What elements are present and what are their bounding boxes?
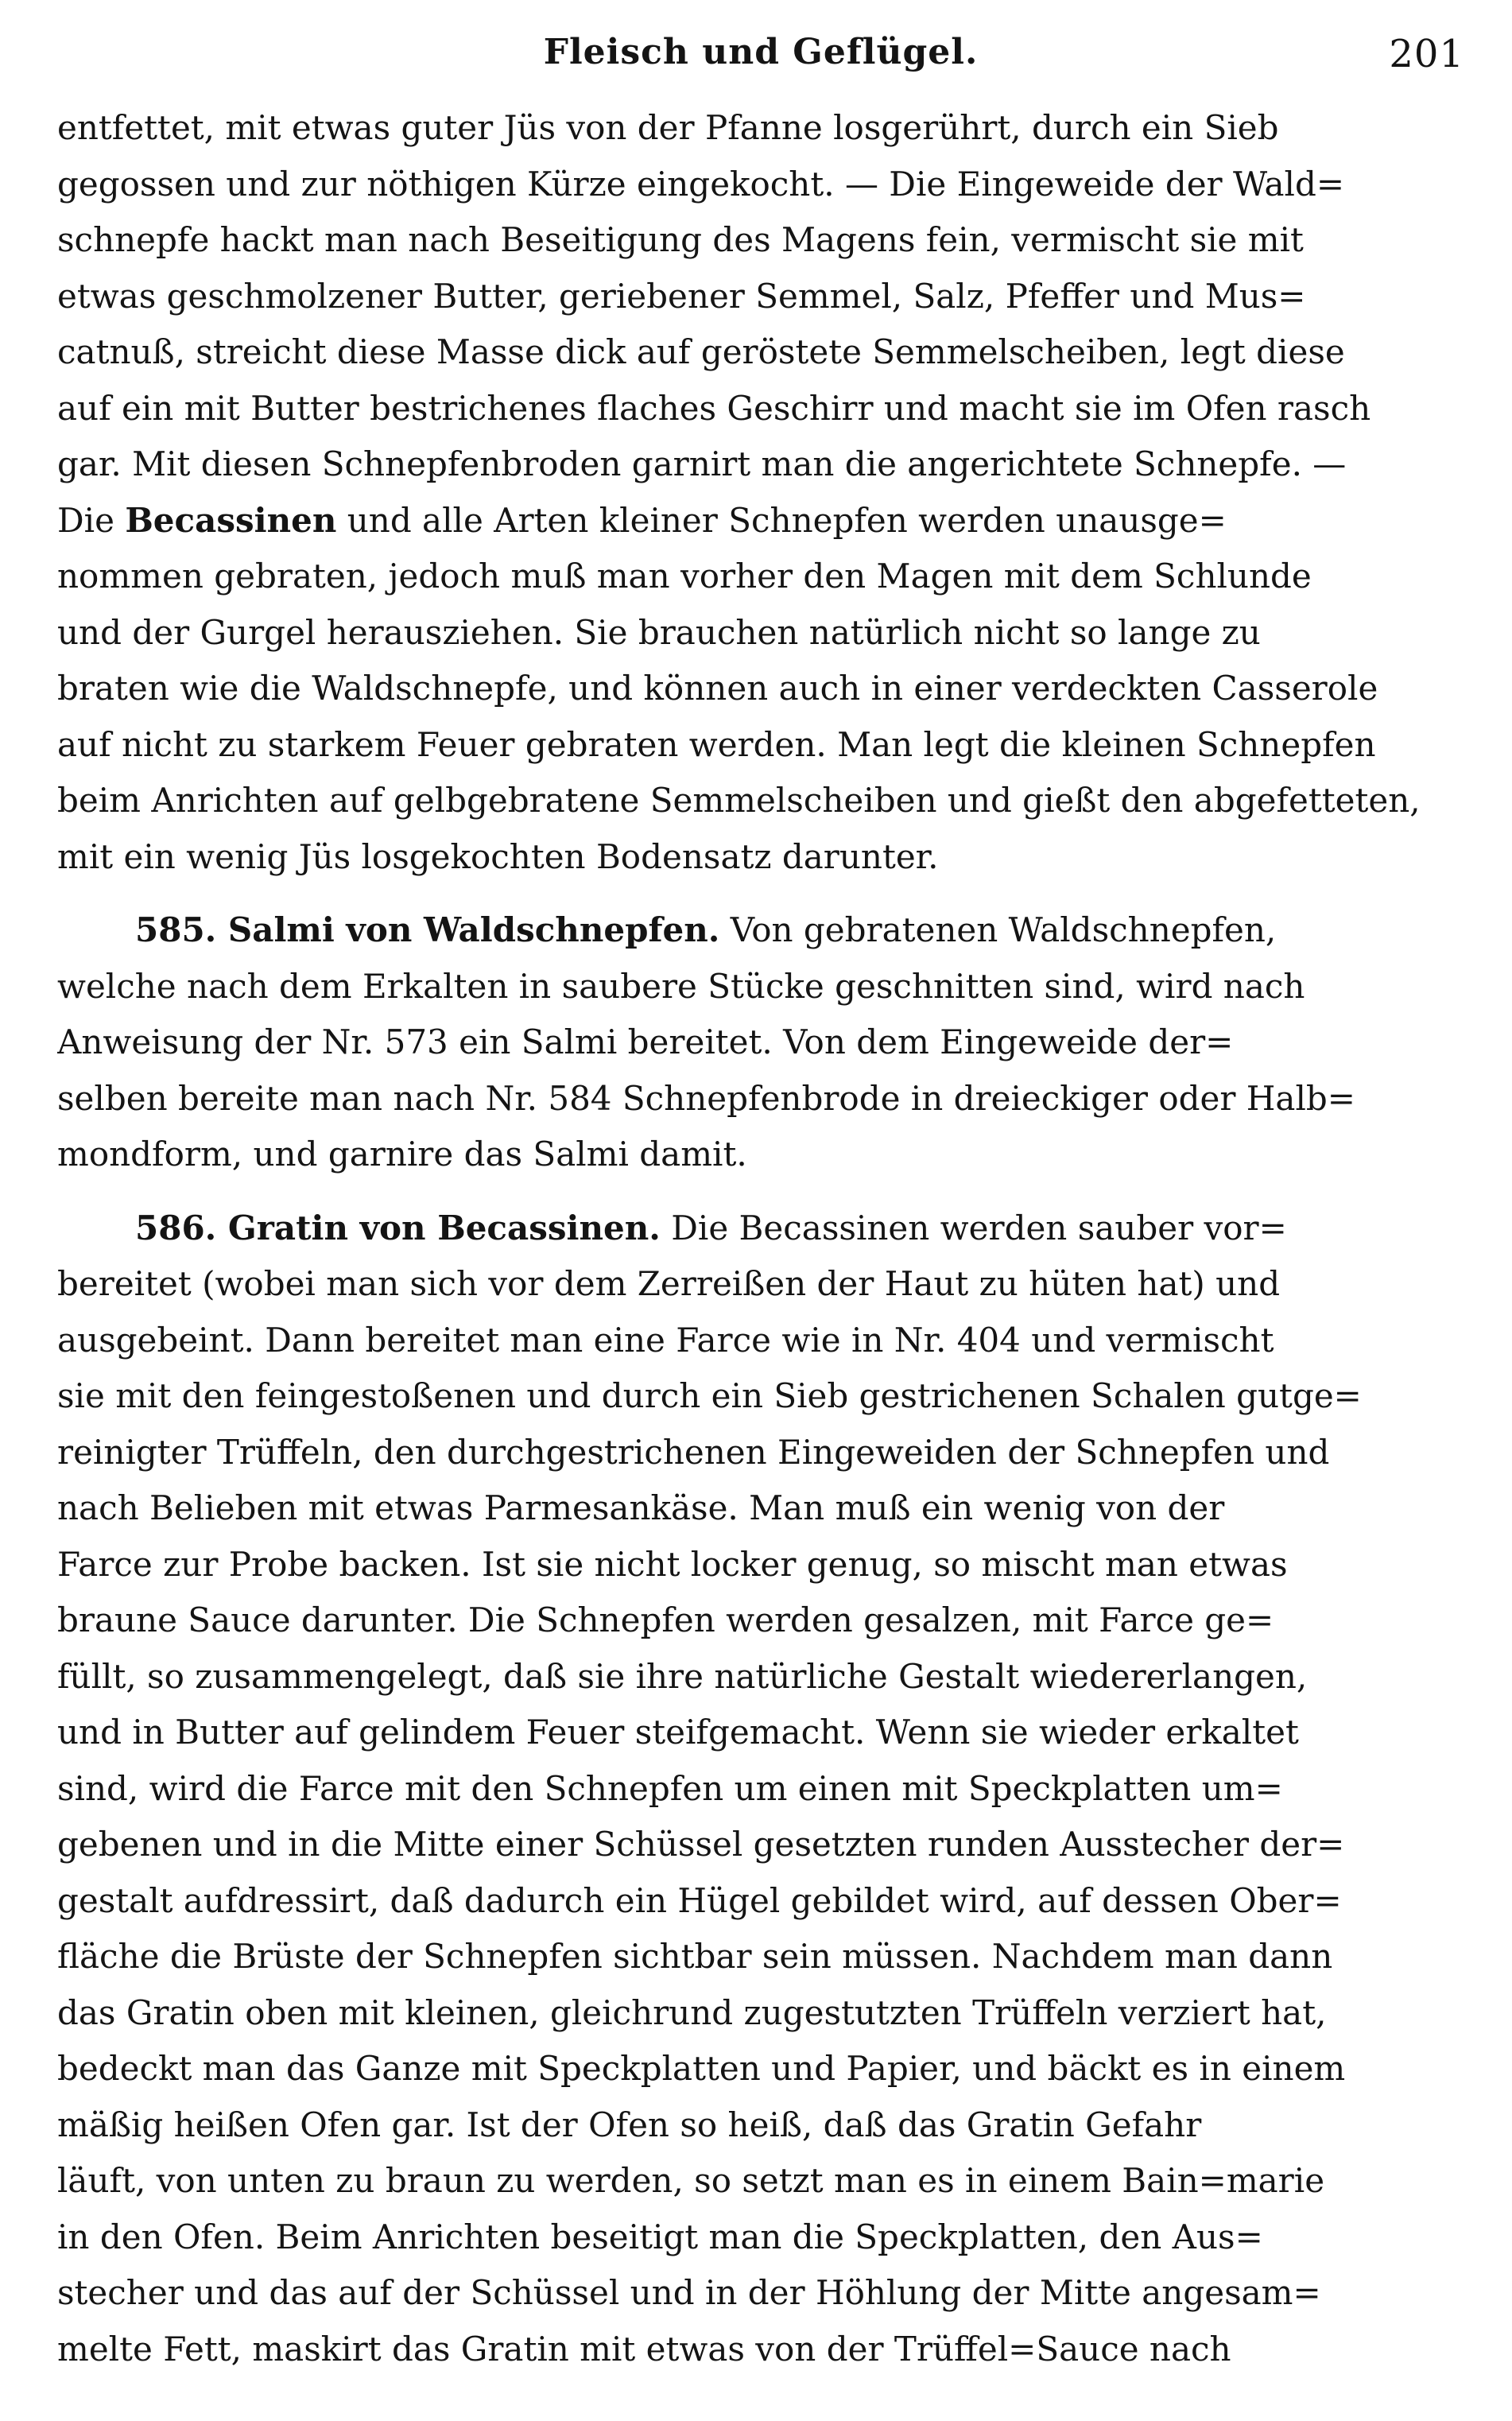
text-line [57, 2041, 1464, 2097]
text-run: entfettet, mit etwas guter Jüs von der Pfanne losgerührt, durch ein Sieb [57, 108, 1279, 147]
text-line [57, 959, 1464, 1015]
text-line [57, 436, 1464, 493]
bold-term: 586. Gratin von Becassinen. [135, 1208, 661, 1247]
text-run: braune Sauce darunter. Die Schnepfen werden gesalzen, mit Farce ge= [57, 1600, 1274, 1639]
page-number: 201 [1389, 32, 1464, 76]
text-line [57, 773, 1464, 829]
text-run: melte Fett, maskirt das Gratin mit etwas von der Trüffel=Sauce nach [57, 2329, 1231, 2369]
text-run: und der Gurgel herausziehen. Sie brauchen natürlich nicht so lange zu [57, 612, 1261, 652]
text-run: braten wie die Waldschnepfe, und können auch in einer verdeckten Casserole [57, 669, 1378, 708]
text-line [57, 1761, 1464, 1818]
running-head: Fleisch und Geflügel. [543, 32, 979, 72]
text-line [57, 605, 1464, 662]
text-run: sind, wird die Farce mit den Schnepfen um einen mit Speckplatten um= [57, 1768, 1283, 1808]
recipe-586 [57, 1201, 1464, 2378]
text-line [57, 1480, 1464, 1537]
text-run: füllt, so zusammengelegt, daß sie ihre natürliche Gestalt wiedererlangen, [57, 1656, 1308, 1696]
bold-term: 585. Salmi von Waldschnepfen. [135, 910, 720, 949]
text-line [57, 2322, 1464, 2378]
text-run: fläche die Brüste der Schnepfen sichtbar sein müssen. Nachdem man dann [57, 1937, 1333, 1976]
text-run: gegossen und zur nöthigen Kürze eingekocht. — Die Eingeweide der Wald= [57, 164, 1345, 204]
text-run: ausgebeint. Dann bereitet man eine Farce wie in Nr. 404 und vermischt [57, 1320, 1274, 1360]
text-line [57, 1368, 1464, 1425]
text-run: in den Ofen. Beim Anrichten beseitigt man die Speckplatten, den Aus= [57, 2217, 1263, 2256]
page-header [57, 32, 1464, 80]
book-page [57, 32, 1464, 2377]
bold-term: Becassinen [125, 500, 337, 540]
text-run: welche nach dem Erkalten in saubere Stücke geschnitten sind, wird nach [57, 966, 1305, 1006]
text-run: Farce zur Probe backen. Ist sie nicht locker genug, so mischt man etwas [57, 1544, 1288, 1584]
text-run: Anweisung der Nr. 573 ein Salmi bereitet. Von dem Eingeweide der= [57, 1022, 1234, 1061]
text-run: gar. Mit diesen Schnepfenbroden garnirt man die angerichtete Schnepfe. — [57, 444, 1347, 483]
text-line [57, 1201, 1464, 1257]
text-run: Von gebratenen Waldschnepfen, [719, 910, 1277, 949]
text-run: selben bereite man nach Nr. 584 Schnepfenbrode in dreieckiger oder Halb= [57, 1078, 1355, 1118]
text-run: beim Anrichten auf gelbgebratene Semmelscheiben und gießt den abgefetteten, [57, 781, 1421, 820]
text-line [57, 1985, 1464, 2042]
text-line [57, 902, 1464, 959]
text-run: gestalt aufdressirt, daß dadurch ein Hügel gebildet wird, auf dessen Ober= [57, 1880, 1342, 1920]
text-run: catnuß, streicht diese Masse dick auf geröstete Semmelscheiben, legt diese [57, 332, 1345, 371]
text-line [57, 324, 1464, 381]
text-run: nach Belieben mit etwas Parmesankäse. Man muß ein wenig von der [57, 1488, 1225, 1527]
text-line [57, 1313, 1464, 1369]
text-line [57, 717, 1464, 774]
text-run: stecher und das auf der Schüssel und in der Höhlung der Mitte angesam= [57, 2273, 1321, 2312]
text-line [57, 1537, 1464, 1593]
text-line [57, 100, 1464, 157]
text-run: sie mit den feingestoßenen und durch ein Sieb gestrichenen Schalen gutge= [57, 1376, 1362, 1415]
text-run: Die Becassinen werden sauber vor= [660, 1208, 1287, 1247]
paragraph-continuation [57, 100, 1464, 885]
recipe-585 [57, 902, 1464, 1183]
text-line [57, 269, 1464, 325]
text-line [57, 1929, 1464, 1985]
text-line [57, 2153, 1464, 2210]
text-line [57, 1873, 1464, 1930]
text-line [57, 1649, 1464, 1705]
text-line [57, 661, 1464, 717]
text-run: mäßig heißen Ofen gar. Ist der Ofen so heiß, daß das Gratin Gefahr [57, 2105, 1202, 2144]
text-run: und alle Arten kleiner Schnepfen werden unausge= [336, 500, 1227, 540]
text-line [57, 493, 1464, 549]
text-run: bedeckt man das Ganze mit Speckplatten und Papier, und bäckt es in einem [57, 2049, 1346, 2088]
text-line [57, 2097, 1464, 2154]
text-line [57, 1705, 1464, 1761]
text-line [57, 1425, 1464, 1481]
text-run: nommen gebraten, jedoch muß man vorher den Magen mit dem Schlunde [57, 557, 1312, 596]
text-run: etwas geschmolzener Butter, geriebener Semmel, Salz, Pfeffer und Mus= [57, 276, 1306, 316]
text-run: läuft, von unten zu braun zu werden, so setzt man es in einem Bain=marie [57, 2161, 1325, 2200]
text-run: reinigter Trüffeln, den durchgestrichenen Eingeweiden der Schnepfen und [57, 1432, 1330, 1472]
text-line [57, 1015, 1464, 1071]
text-line [57, 829, 1464, 886]
text-line [57, 2210, 1464, 2266]
text-line [57, 1593, 1464, 1649]
text-run: und in Butter auf gelindem Feuer steifgemacht. Wenn sie wieder erkaltet [57, 1713, 1299, 1752]
text-line [57, 157, 1464, 213]
text-run: gebenen und in die Mitte einer Schüssel gesetzten runden Ausstecher der= [57, 1825, 1345, 1864]
text-run: bereitet (wobei man sich vor dem Zerreißen der Haut zu hüten hat) und [57, 1264, 1281, 1303]
text-run: Die [57, 500, 126, 540]
text-line [57, 1817, 1464, 1873]
text-run: auf ein mit Butter bestrichenes flaches Geschirr und macht sie im Ofen rasch [57, 388, 1371, 428]
text-line [57, 549, 1464, 605]
text-line [57, 2265, 1464, 2322]
text-line [57, 1256, 1464, 1313]
text-run: schnepfe hackt man nach Beseitigung des Magens fein, vermischt sie mit [57, 220, 1304, 259]
text-run: das Gratin oben mit kleinen, gleichrund zugestutzten Trüffeln verziert hat, [57, 1992, 1327, 2032]
text-run: mondform, und garnire das Salmi damit. [57, 1135, 747, 1174]
text-run: mit ein wenig Jüs losgekochten Bodensatz darunter. [57, 836, 939, 876]
text-line [57, 1127, 1464, 1183]
text-line [57, 212, 1464, 269]
text-line [57, 381, 1464, 437]
text-run: auf nicht zu starkem Feuer gebraten werden. Man legt die kleinen Schnepfen [57, 724, 1376, 764]
text-line [57, 1071, 1464, 1127]
